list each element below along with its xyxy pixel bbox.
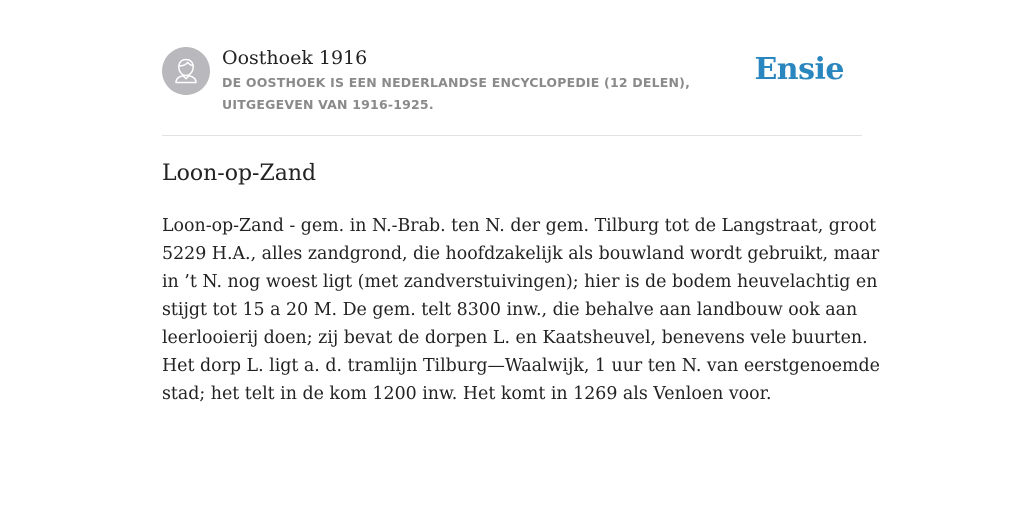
source-avatar[interactable]: [162, 47, 210, 95]
article-body-line: stijgt tot 15 a 20 M. De gem. telt 8300 inw., die behalve aan landbouw ook aan: [162, 300, 858, 320]
article-body-line: in ’t N. nog woest ligt (met zandverstuivingen); hier is de bodem heuvelachtig en: [162, 272, 878, 292]
header-divider: [162, 135, 862, 136]
source-name[interactable]: Oosthoek 1916: [222, 47, 368, 69]
article-body-line: 5229 H.A., alles zandgrond, die hoofdzakelijk als bouwland wordt gebruikt, maar: [162, 244, 880, 264]
article-body-line: stad; het telt in de kom 1200 inw. Het komt in 1269 als Venloen voor.: [162, 384, 772, 404]
user-icon: [162, 47, 210, 95]
source-header: [162, 44, 862, 135]
article-body-line: leerlooierij doen; zij bevat de dorpen L. en Kaatsheuvel, benevens vele buurten.: [162, 328, 868, 348]
article-body-line: Het dorp L. ligt a. d. tramlijn Tilburg—Waalwijk, 1 uur ten N. van eerstgenoemde: [162, 356, 880, 376]
source-description: DE OOSTHOEK IS EEN NEDERLANDSE ENCYCLOPEDIE (12 DELEN), UITGEGEVEN VAN 1916-1925.: [222, 75, 691, 112]
article-body: [162, 212, 880, 408]
ensie-logo[interactable]: Ensie: [754, 52, 844, 87]
article-body-line: Loon-op-Zand - gem. in N.-Brab. ten N. der gem. Tilburg tot de Langstraat, groot: [162, 216, 877, 236]
article-title: Loon-op-Zand: [162, 161, 317, 186]
